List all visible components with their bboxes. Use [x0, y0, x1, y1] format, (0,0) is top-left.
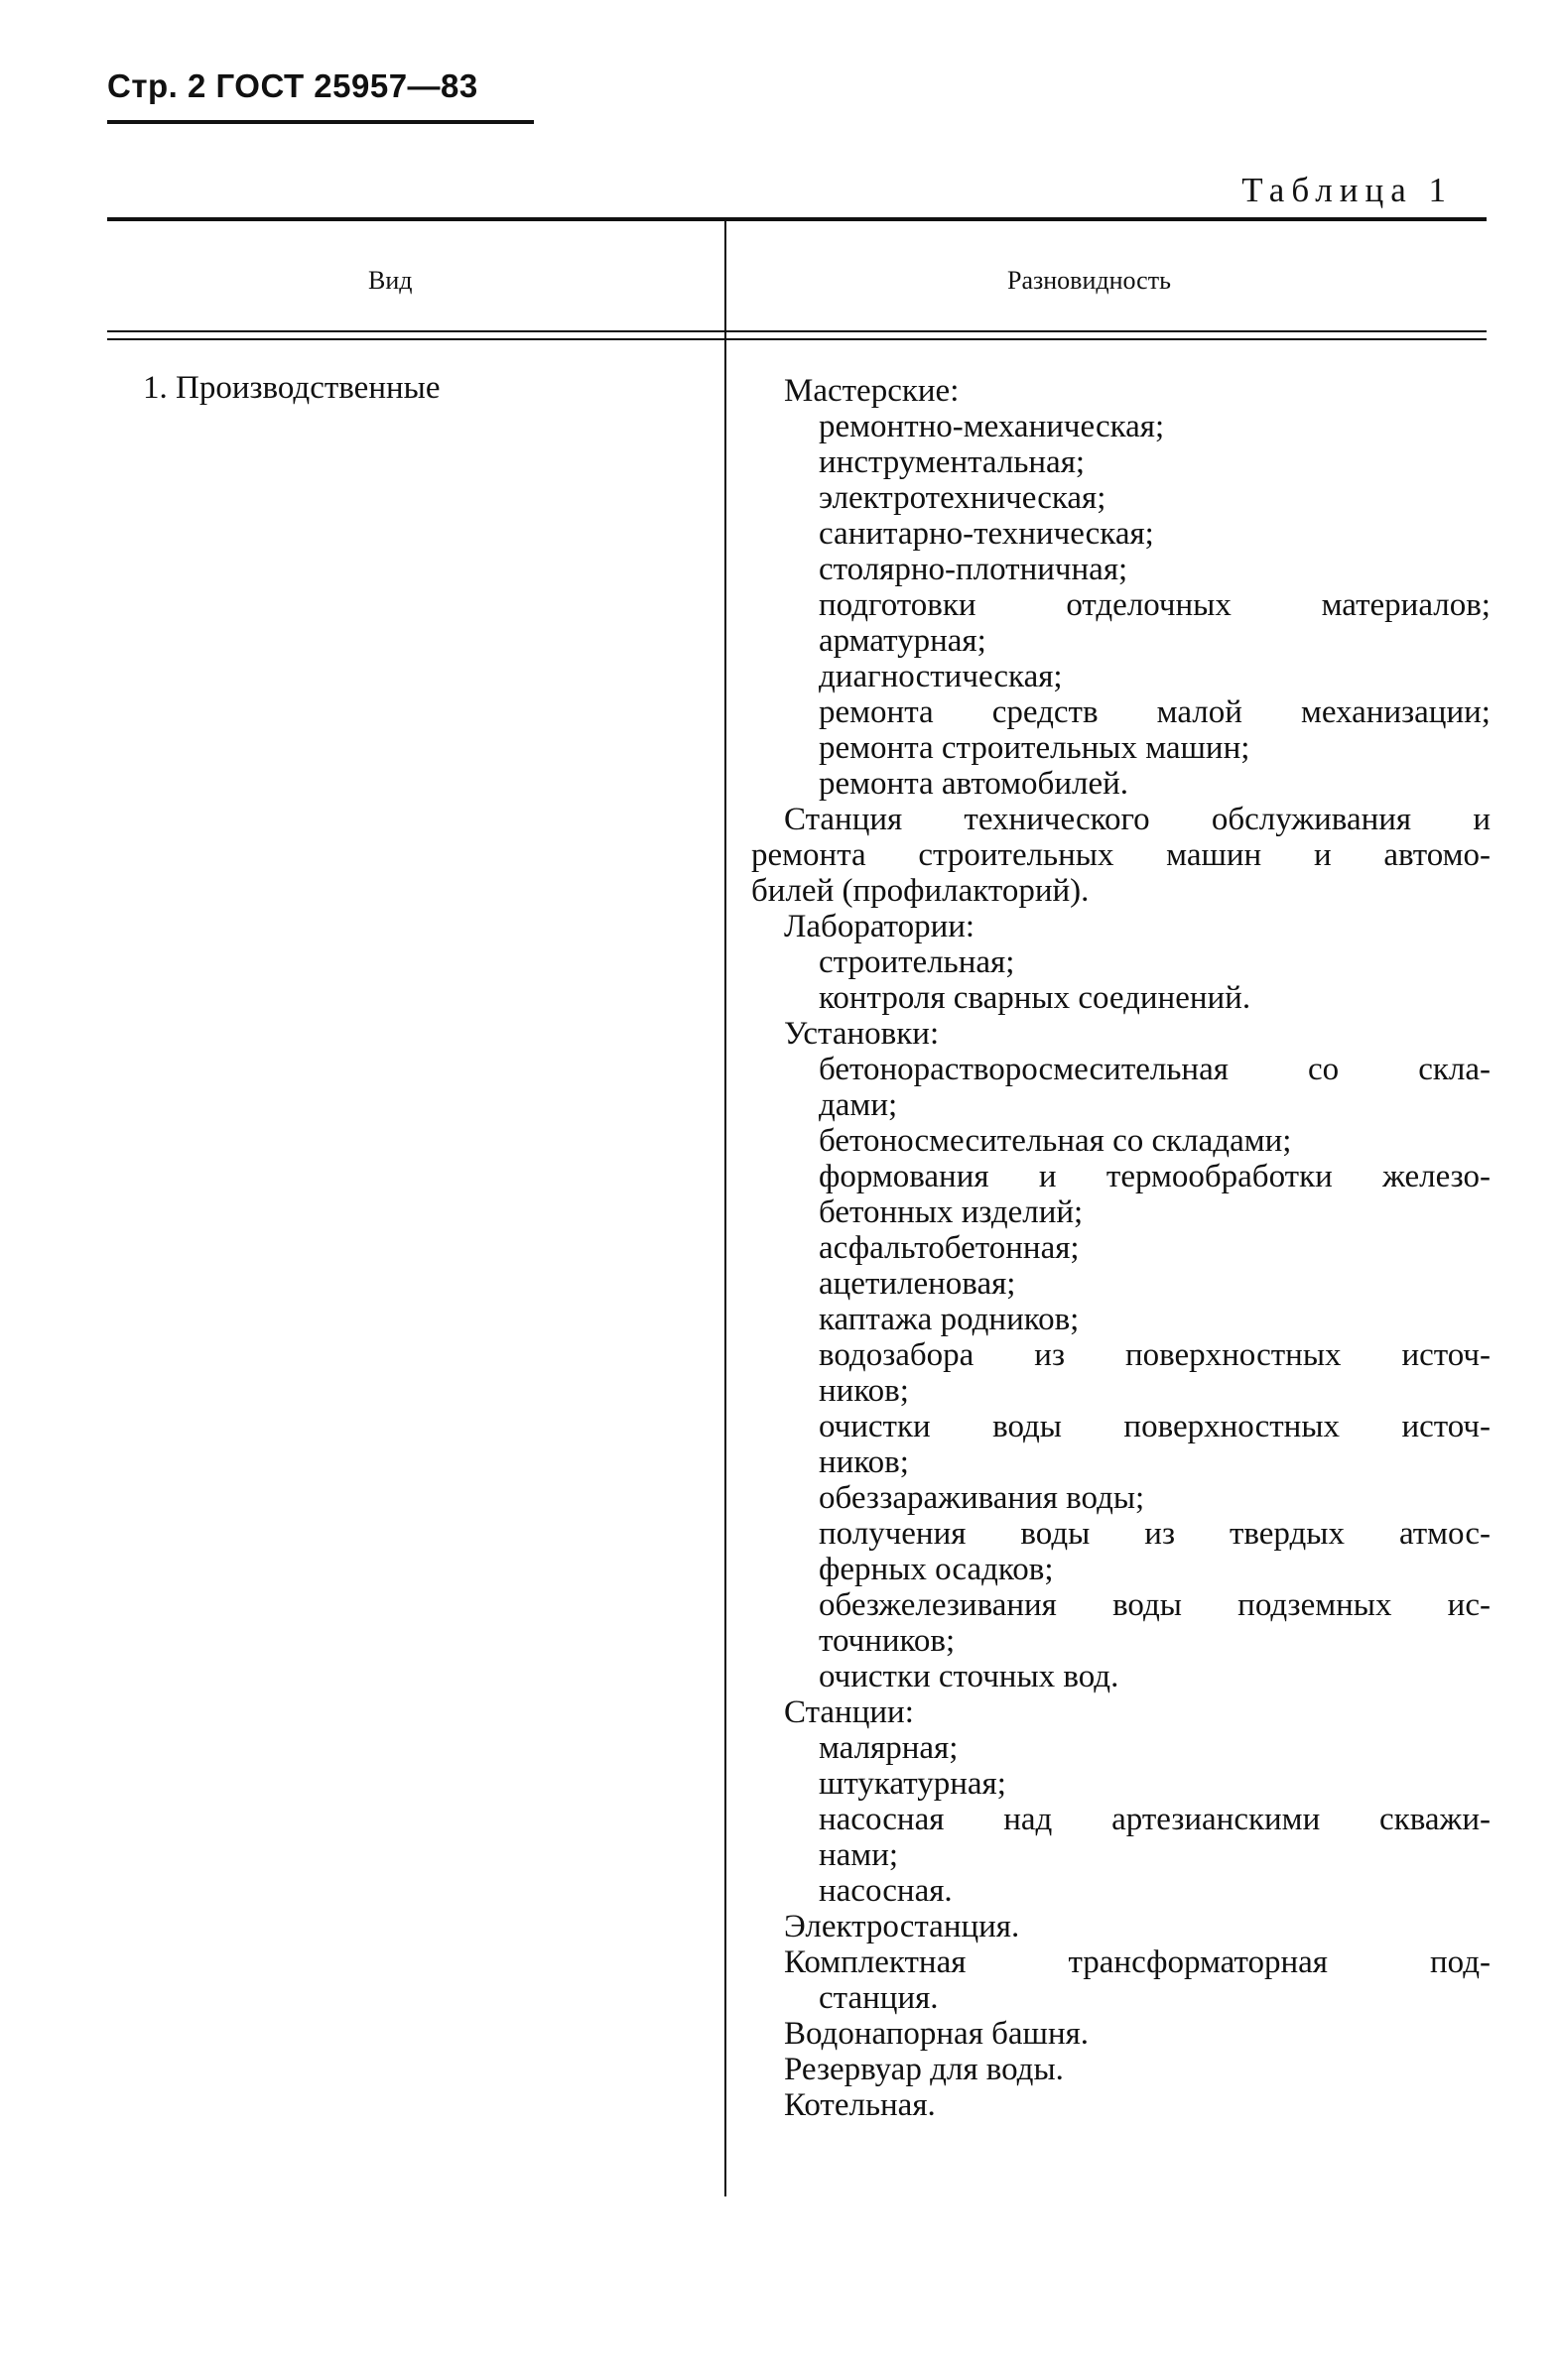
list-item: насосная.: [819, 1873, 953, 1909]
list-item: каптажа родников;: [819, 1302, 1080, 1337]
column-header-vid: Вид: [368, 266, 413, 295]
list-item: станция.: [819, 1980, 939, 2016]
list-item: Резервуар для воды.: [784, 2052, 1064, 2087]
list-item: Лаборатории:: [784, 909, 975, 944]
type-cell: 1. Производственные: [143, 370, 441, 406]
list-item: столярно-плотничная;: [819, 552, 1128, 587]
list-item: водозабора из поверхностных источ-: [819, 1337, 1491, 1373]
list-item: точников;: [819, 1623, 956, 1659]
list-item: ацетиленовая;: [819, 1266, 1016, 1302]
list-item: очистки воды поверхностных источ-: [819, 1409, 1491, 1444]
list-item: ремонта строительных машин и автомо-: [751, 837, 1491, 873]
list-item: электротехническая;: [819, 480, 1106, 516]
list-item: бетоносмесительная со складами;: [819, 1123, 1292, 1159]
page-header: Стр. 2 ГОСТ 25957—83: [107, 67, 478, 104]
list-item: очистки сточных вод.: [819, 1659, 1119, 1694]
list-item: Электростанция.: [784, 1909, 1020, 1944]
list-item: подготовки отделочных материалов;: [819, 587, 1491, 623]
list-item: строительная;: [819, 944, 1015, 980]
table-top-rule: [107, 217, 1487, 221]
list-item: асфальтобетонная;: [819, 1230, 1080, 1266]
list-item: Станция технического обслуживания и: [784, 802, 1491, 837]
list-item: диагностическая;: [819, 659, 1063, 694]
list-item: штукатурная;: [819, 1766, 1006, 1802]
list-item: Установки:: [784, 1016, 940, 1052]
list-item: Станции:: [784, 1694, 914, 1730]
list-item: инструментальная;: [819, 444, 1086, 480]
list-item: Комплектная трансформаторная под-: [784, 1944, 1491, 1980]
list-item: Мастерские:: [784, 373, 960, 409]
list-item: санитарно-техническая;: [819, 516, 1154, 552]
header-double-rule-lower: [107, 338, 1487, 340]
list-item: бетонных изделий;: [819, 1194, 1084, 1230]
list-item: обеззараживания воды;: [819, 1480, 1145, 1516]
list-item: ремонта средств малой механизации;: [819, 694, 1491, 730]
list-item: ремонтно-механическая;: [819, 409, 1165, 444]
list-item: ферных осадков;: [819, 1552, 1054, 1587]
list-item: Котельная.: [784, 2087, 936, 2123]
list-item: нами;: [819, 1837, 899, 1873]
list-item: ремонта автомобилей.: [819, 766, 1129, 802]
list-item: ремонта строительных машин;: [819, 730, 1250, 766]
header-underline: [107, 120, 534, 124]
list-item: насосная над артезианскими скважи-: [819, 1802, 1491, 1837]
list-item: бетонорастворосмесительная со скла-: [819, 1052, 1491, 1087]
column-header-raznovidnost: Разновидность: [1007, 266, 1171, 295]
list-item: малярная;: [819, 1730, 959, 1766]
list-item: дами;: [819, 1087, 898, 1123]
column-divider: [724, 220, 726, 2196]
table-caption: Таблица 1: [1241, 171, 1453, 209]
list-item: формования и термообработки железо-: [819, 1159, 1491, 1194]
header-double-rule-upper: [107, 330, 1487, 332]
list-item: арматурная;: [819, 623, 986, 659]
list-item: билей (профилакторий).: [751, 873, 1090, 909]
list-item: получения воды из твердых атмос-: [819, 1516, 1491, 1552]
list-item: обезжелезивания воды подземных ис-: [819, 1587, 1491, 1623]
list-item: ников;: [819, 1444, 909, 1480]
list-item: контроля сварных соединений.: [819, 980, 1251, 1016]
list-item: ников;: [819, 1373, 909, 1409]
list-item: Водонапорная башня.: [784, 2016, 1090, 2052]
